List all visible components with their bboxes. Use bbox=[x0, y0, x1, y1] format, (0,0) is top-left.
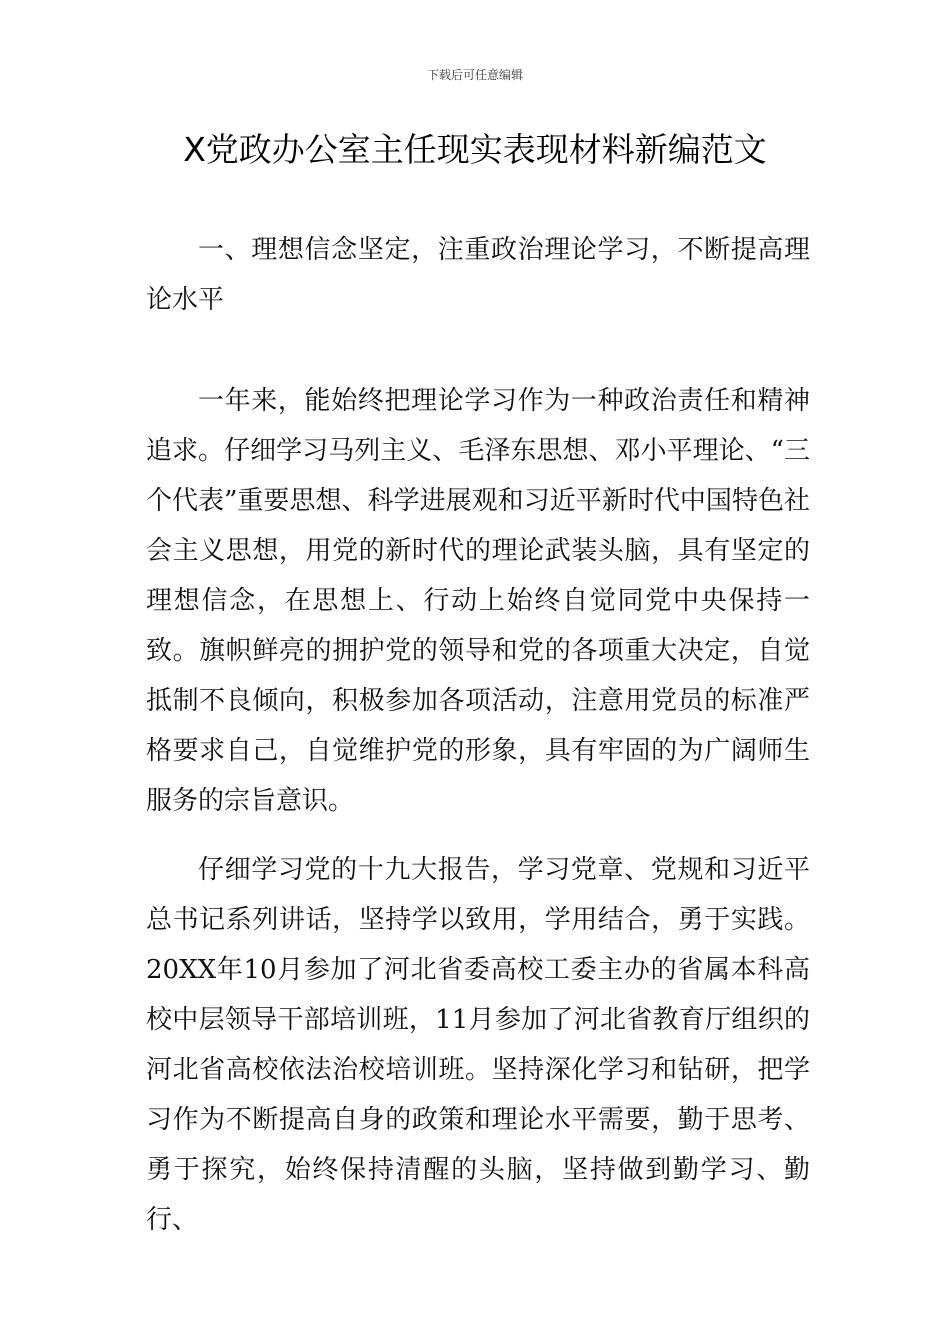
document-title: X党政办公室主任现实表现材料新编范文 bbox=[183, 130, 767, 169]
body-paragraph-1: 一年来，能始终把理论学习作为一种政治责任和精神追求。仔细学习马列主义、毛泽东思想、邓小平理论、“三个代表”重要思想、科学进展观和习近平新时代中国特色社会主义思想，用党的新时代的理论武装头脑，具有坚定的理想信念，在思想上、行动上始终自觉同党中央保持一致。旗帜鲜亮的拥护党的领导和党的各项重大决定，自觉抵制不良倾向，积极参加各项活动，注意用党员的标准严格要求自己，自觉维护党的形象，具有牢固的为广阔师生服务的宗旨意识。 bbox=[146, 386, 810, 816]
section-heading: 一、理想信念坚定，注重政治理论学习，不断提高理论水平 bbox=[146, 235, 810, 315]
header-note: 下载后可任意编辑 bbox=[426, 68, 523, 82]
body-paragraph-2: 仔细学习党的十九大报告，学习党章、党规和习近平总书记系列讲话，坚持学以致用，学用结合，勇于实践。20XX年10月参加了河北省委高校工委主办的省属本科高校中层领导干部培训班，11月参加了河北省教育厅组织的河北省高校依法治校培训班。坚持深化学习和钻研，把学习作为不断提高自身的政策和理论水平需要，勤于思考、勇于探究，始终保持清醒的头脑，坚持做到勤学习、勤行、 bbox=[146, 855, 810, 1235]
